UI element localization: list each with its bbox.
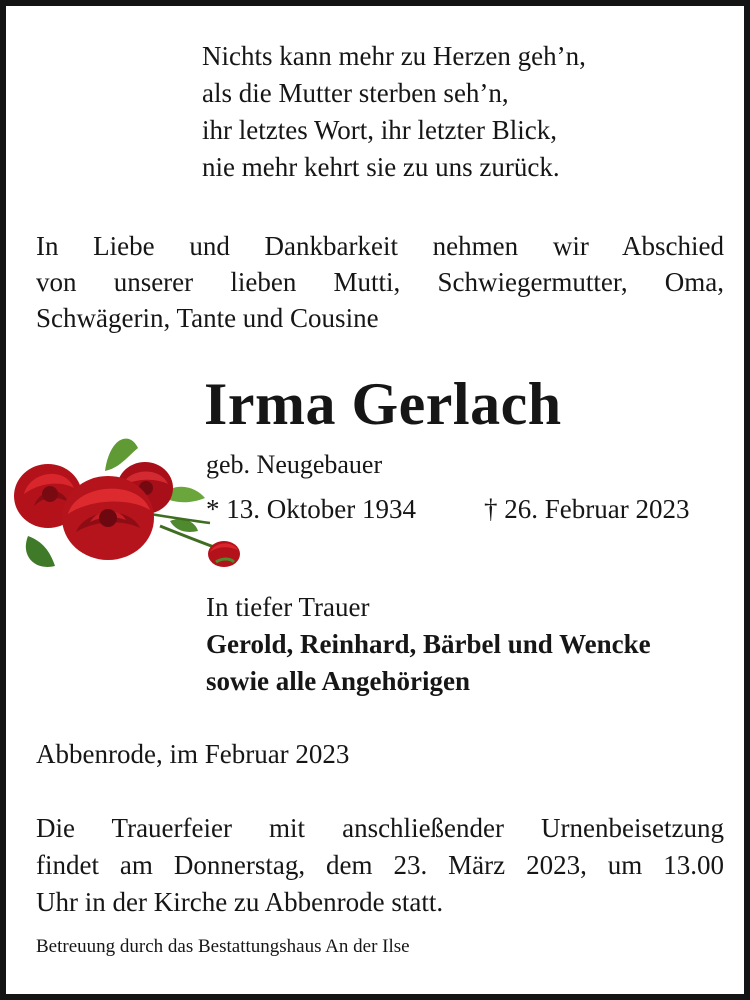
deceased-name: Irma Gerlach: [204, 371, 562, 437]
funeral-home-note: Betreuung durch das Bestattungshaus An der Ilse: [36, 936, 410, 957]
poem-line: ihr letztes Wort, ihr letzter Blick,: [202, 115, 557, 145]
ceremony-line: Die Trauerfeier mit anschließender Urnenbeisetzung: [36, 813, 724, 843]
ceremony-line: findet am Donnerstag, dem 23. März 2023, um 13.00: [36, 850, 724, 880]
rose-icon: [62, 476, 154, 560]
poem-line: als die Mutter sterben seh’n,: [202, 78, 509, 108]
ceremony-line: Uhr in der Kirche zu Abbenrode statt.: [36, 887, 444, 917]
other-relatives: sowie alle Angehörigen: [206, 666, 470, 696]
rose-bud-icon: [208, 541, 240, 567]
poem-line: nie mehr kehrt sie zu uns zurück.: [202, 152, 560, 182]
farewell-line: In Liebe und Dankbarkeit nehmen wir Abschied: [36, 231, 724, 261]
farewell-text: [36, 228, 724, 336]
mourning-heading: In tiefer Trauer: [206, 592, 370, 622]
memorial-poem: [202, 38, 586, 186]
place-and-date: Abbenrode, im Februar 2023: [36, 739, 350, 769]
birth-date: * 13. Oktober 1934: [206, 494, 416, 524]
life-dates: [206, 491, 726, 527]
mourners-block: [206, 589, 651, 700]
death-date: † 26. Februar 2023: [484, 494, 690, 524]
farewell-line: Schwägerin, Tante und Cousine: [36, 303, 379, 333]
farewell-line: von unserer lieben Mutti, Schwiegermutter, Oma,: [36, 267, 724, 297]
mourner-names: Gerold, Reinhard, Bärbel und Wencke: [206, 629, 651, 659]
poem-line: Nichts kann mehr zu Herzen geh’n,: [202, 41, 586, 71]
birth-name: geb. Neugebauer: [206, 450, 383, 479]
ceremony-info: [36, 810, 724, 921]
